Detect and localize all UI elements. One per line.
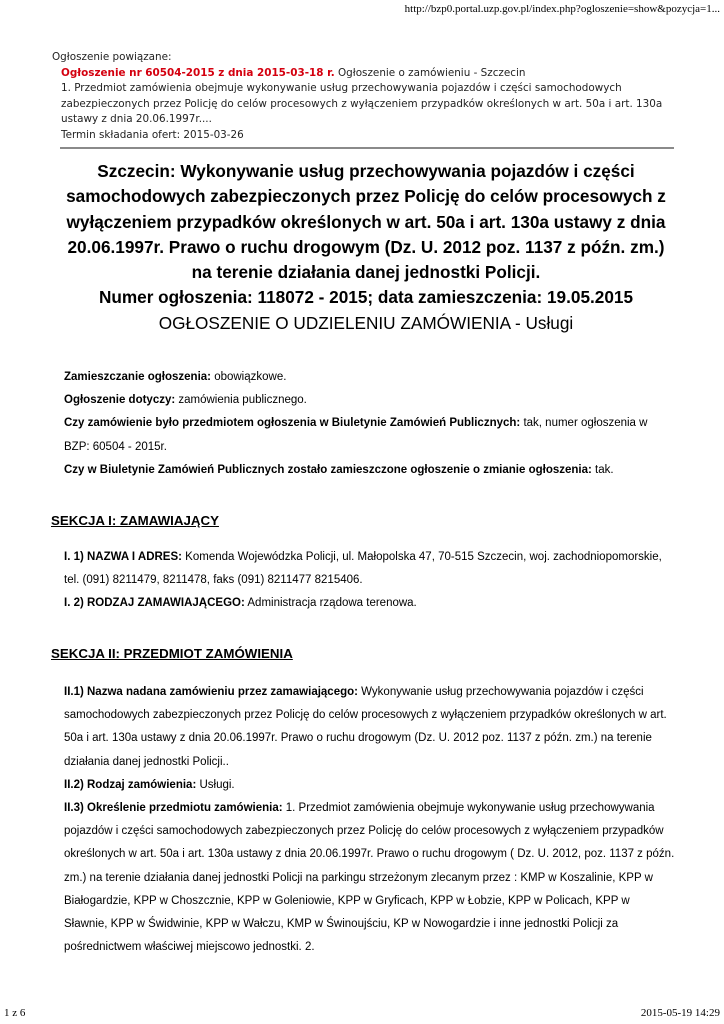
notice-title-main: Szczecin: Wykonywanie usług przechowywania pojazdów i części samochodowych zabezpieczonych przez Policję do celów procesowych z wyłączeniem przypadków określonych w art. 50a i art. 130a ustawy z dnia 20.06.1997r. Prawo o ruchu drogowym (Dz. U. 2012 poz. 1137 z późn. zm.) na terenie działania danej jednostki Policji. bbox=[66, 161, 666, 283]
section-1-kind-label: I. 2) RODZAJ ZAMAWIAJĄCEGO: bbox=[64, 597, 245, 610]
meta-change bbox=[64, 459, 676, 482]
section-2-desc-value: 1. Przedmiot zamówienia obejmuje wykonywanie usług przechowywania pojazdów i części samochodowych zabezpieczonych przez Policję do celów procesowych z wyłączeniem przypadków określonych w art. 50a i art. 130a ustawy z dnia 20.06.1997r. Prawo o ruchu drogowym ( Dz. U. 2012, poz. 1137 z późn. zm.) na terenie działania danej jednostki Policji na parkingu strzeżonym zlecanym przez : KMP w Koszalinie, KPP w Białogardzie, KPP w Choszcznie, KPP w Goleniowie, KPP w Gryficach, KPP w Łobzie, KPP w Policach, KPP w Sławnie, KPP w Świdwinie, KPP w Wałczu, KMP w Świnoujściu, KP w Nowogardzie i inne jednostki Policji za pośrednictwem właściwej miejscowo jednostki. 2. bbox=[64, 802, 675, 954]
section-1-kind bbox=[64, 592, 676, 615]
page-counter: 1 z 6 bbox=[4, 1007, 26, 1019]
section-2-desc bbox=[64, 797, 676, 959]
section-1-kind-value: Administracja rządowa terenowa. bbox=[244, 597, 417, 610]
related-label: Ogłoszenie powiązane: bbox=[52, 51, 172, 63]
related-line-1: 1. Przedmiot zamówienia obejmuje wykonywanie usług przechowywania pojazdów i części samochodowych bbox=[61, 82, 622, 94]
related-line-3: ustawy z dnia 20.06.1997r.... bbox=[61, 113, 212, 125]
section-2-kind-label: II.2) Rodzaj zamówienia: bbox=[64, 778, 197, 791]
meta-change-label: Czy w Biuletynie Zamówień Publicznych zostało zamieszczone ogłoszenie o zmianie ogłoszenia: bbox=[64, 463, 592, 476]
section-1-name-label: I. 1) NAZWA I ADRES: bbox=[64, 551, 182, 563]
related-notice bbox=[52, 50, 674, 149]
section-2-name bbox=[64, 681, 676, 774]
section-1-name bbox=[64, 546, 676, 592]
related-notice-link[interactable]: Ogłoszenie nr 60504-2015 z dnia 2015-03-18 r. bbox=[61, 66, 335, 79]
related-notice-suffix: Ogłoszenie o zamówieniu - Szczecin bbox=[334, 66, 526, 79]
meta-bzp bbox=[64, 412, 676, 458]
related-heading bbox=[61, 66, 674, 82]
meta-placement-value: obowiązkowe. bbox=[211, 371, 287, 383]
meta-concerns-value: zamówienia publicznego. bbox=[175, 394, 307, 407]
notice-meta bbox=[64, 366, 676, 482]
related-line-2: zabezpieczonych przez Policję do celów procesowych z wyłączeniem przypadków określonych w art. 50a i art. 130a bbox=[61, 97, 663, 110]
meta-concerns-label: Ogłoszenie dotyczy: bbox=[64, 394, 176, 407]
section-2-name-label: II.1) Nazwa nadana zamówieniu przez zamawiającego: bbox=[64, 686, 358, 698]
notice-type: OGŁOSZENIE O UDZIELENIU ZAMÓWIENIA - Usługi bbox=[158, 312, 574, 333]
page-url: http://bzp0.portal.uzp.gov.pl/index.php?ogloszenie=show&pozycja=1... bbox=[404, 3, 720, 15]
section-2-desc-label: II.3) Określenie przedmiotu zamówienia: bbox=[64, 802, 283, 815]
section-2-body bbox=[64, 681, 676, 959]
section-2-name-value: Wykonywanie usług przechowywania pojazdów i części samochodowych zabezpieczonych przez Policję do celów procesowych z wyłączeniem przypadków określonych w art. 50a i art. 130a ustawy z dnia 20.06.1997r. Prawo o ruchu drogowym (Dz. U. 2012 poz. 1137 z późn. zm.) na terenie działania danej jednostki Policji.. bbox=[64, 686, 667, 768]
related-box bbox=[60, 66, 674, 150]
meta-change-value: tak. bbox=[591, 463, 614, 476]
section-2-title: SEKCJA II: PRZEDMIOT ZAMÓWIENIA bbox=[51, 646, 293, 661]
meta-concerns bbox=[64, 389, 676, 412]
related-deadline: Termin składania ofert: 2015-03-26 bbox=[61, 128, 244, 141]
notice-title bbox=[60, 159, 672, 336]
meta-placement bbox=[64, 366, 676, 389]
section-1-name-value: Komenda Wojewódzka Policji, ul. Małopolska 47, 70-515 Szczecin, woj. zachodniopomorskie, tel. (091) 8211479, 8211478, faks (091) 8211477 8215406. bbox=[64, 551, 662, 587]
meta-placement-label: Zamieszczanie ogłoszenia: bbox=[64, 371, 211, 383]
meta-bzp-label: Czy zamówienie było przedmiotem ogłoszenia w Biuletynie Zamówień Publicznych: bbox=[64, 417, 521, 430]
section-1-title: SEKCJA I: ZAMAWIAJĄCY bbox=[51, 513, 219, 528]
print-timestamp: 2015-05-19 14:29 bbox=[640, 1007, 720, 1019]
notice-number: Numer ogłoszenia: 118072 - 2015; data zamieszczenia: 19.05.2015 bbox=[98, 287, 634, 308]
section-1-body bbox=[64, 546, 676, 616]
meta-bzp-value: tak, numer ogłoszenia w BZP: 60504 - 2015r. bbox=[64, 417, 648, 453]
section-2-kind-value: Usługi. bbox=[196, 778, 235, 791]
section-2-kind bbox=[64, 774, 676, 797]
